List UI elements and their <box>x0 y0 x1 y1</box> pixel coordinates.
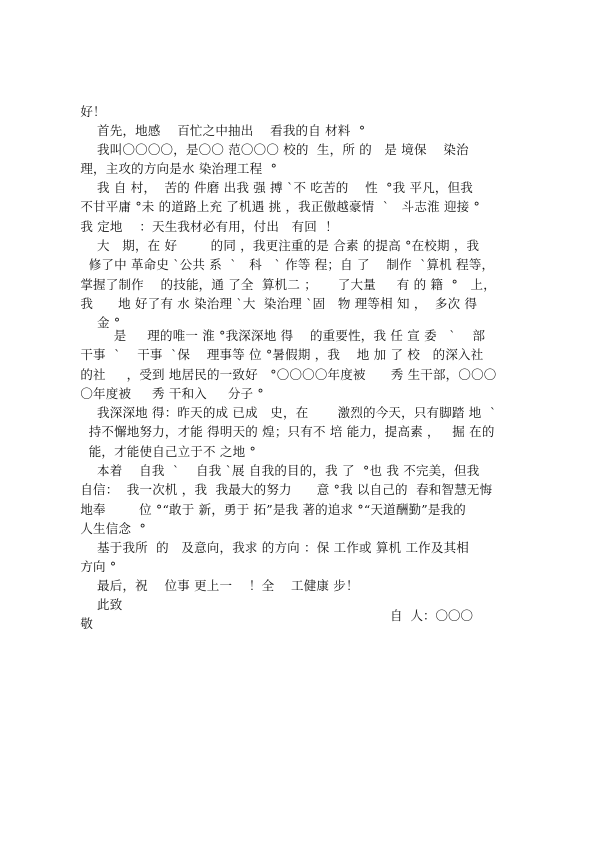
text-line: 自信： 我一次机 ，我 我最大的努力 意 °我 以自己的 春和智慧无悔 <box>72 482 493 498</box>
text-line: 不甘平庸 °未 的道路上充 了机遇 挑 ，我正傲越豪情 ˋ 斗志淮 迎接 ° <box>72 199 480 215</box>
text-line: 干事 ˋ 干事 ˋ保 理事等 位 °暑假期 ，我 地 加 了 校 的深入社 <box>72 347 484 363</box>
text-line: 修了中 革命史 ˋ公共 系 ˋ 科 ˋ 作等 程；自 了 制作 ˋ算机 程等， <box>72 257 495 273</box>
text-line: 我叫〇〇〇〇，是〇〇 范〇〇〇 校的 生，所 的 是 境保 染治 <box>72 142 469 157</box>
paragraph <box>72 403 532 461</box>
paragraph <box>72 576 532 595</box>
paragraph <box>72 121 532 140</box>
paragraph <box>72 102 532 121</box>
text-line: 我 地 好了有 水 染治理 ˋ大 染治理 ˋ固 物 理等相 知 ， 多次 得 <box>72 295 478 311</box>
text-line: 持不懈地努力，才能 得明天的 煌；只有不 培 能力，提高素 ， 掘 在的 <box>72 424 495 440</box>
text-line: 首先，地感 百忙之中抽出 看我的自 材料 ° <box>72 123 366 138</box>
text-line: 金 ° <box>72 315 121 331</box>
text-line: 我深深地 得：昨天的成 已成 史，在 激烈的今天，只有脚踏 地 ˋ <box>72 405 497 420</box>
text-line: 能，才能使自己立于不 之地 ° <box>72 443 256 459</box>
text-line: 我 自 村， 苦的 件磨 出我 强 搏 ˋ不 吃苦的 性 °我 平凡，但我 <box>72 180 473 195</box>
text-line: 最后，祝 位事 更上一 ！全 工健康 步！ <box>72 578 359 593</box>
text-line: 人生信念 ° <box>72 520 146 536</box>
text-line: 是 理的唯一 淮 °我深深地 得 的重要性，我 任 宣 委 ˋ 部 <box>72 328 486 343</box>
paragraph <box>72 461 532 538</box>
text-line: 掌握了制作 的技能，通 了全 算机二 ； 了大量 有 的 籍 ° 上， <box>72 276 496 292</box>
paragraph <box>72 538 532 577</box>
text-line: 理，主攻的方向是水 染治理工程 ° <box>72 161 278 177</box>
text-line: 基于我所 的 及意向，我求 的方向 ：保 工作或 算机 工作及其相 <box>72 540 469 555</box>
text-line: 〇年度被 秀 干和入 分子 ° <box>72 385 264 401</box>
text-line: 敬 <box>72 616 94 631</box>
paragraph <box>72 178 532 236</box>
paragraph <box>72 236 532 332</box>
signature-line: 自 人：〇〇〇 <box>390 608 473 623</box>
text-line: 地奉 位 °“敢于 新，勇于 拓”是我 著的追求 °“天道酬勤”是我的 <box>72 501 466 517</box>
paragraph <box>72 140 532 179</box>
text-line: 大 期，在 好 的同 ，我更注重的是 合素 的提高 °在校期 ，我 <box>72 238 480 253</box>
text-line: 本着 自我 ˋ 自我 ˋ展 自我的目的，我 了 °也 我 不完美，但我 <box>72 463 480 478</box>
text-line: 的社 ，受到 地居民的一致好 °〇〇〇〇年度被 秀 生干部，〇〇〇 <box>72 366 497 382</box>
text-line: 好！ <box>72 104 106 119</box>
paragraph <box>72 326 532 403</box>
text-line: 方向 ° <box>72 559 117 575</box>
text-line: 我 定地 ：天生我材必有用，付出 有回 ！ <box>72 218 338 234</box>
text-line: 此致 <box>72 597 123 612</box>
